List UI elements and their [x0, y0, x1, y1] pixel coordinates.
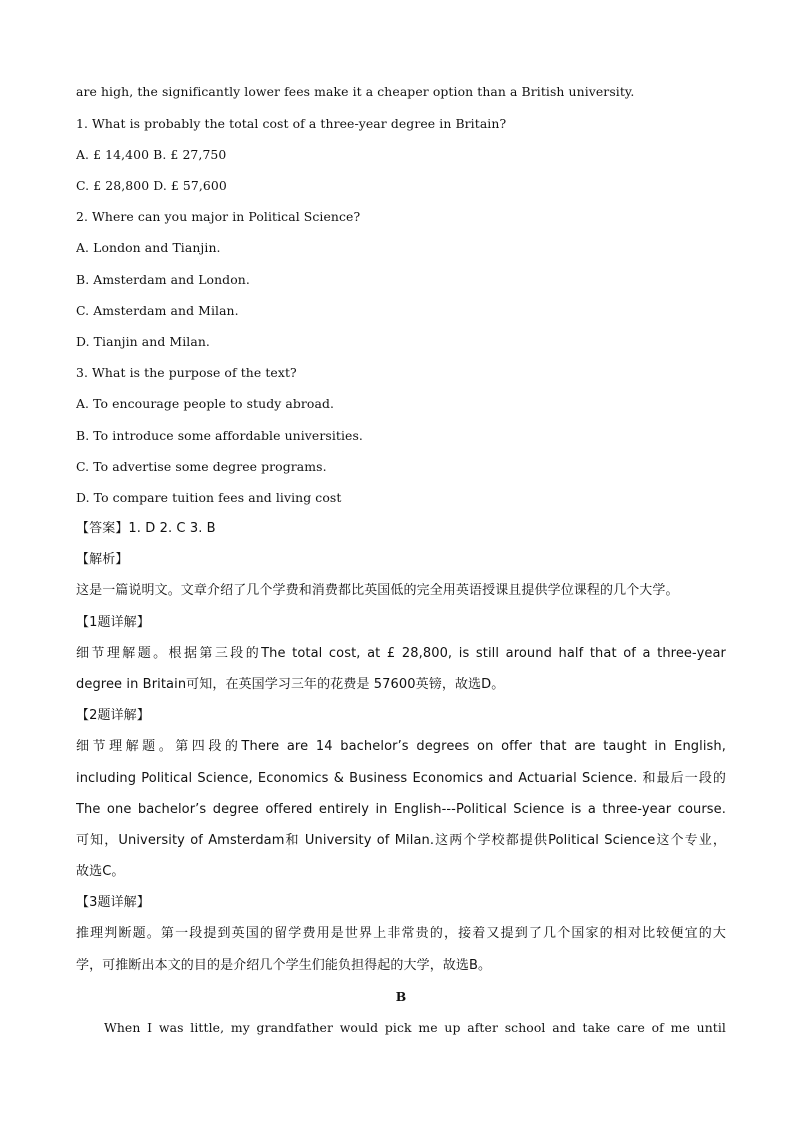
question-2: 2. Where can you major in Political Science? — [76, 209, 361, 224]
answer-key: 【答案】1. D 2. C 3. B — [76, 521, 216, 536]
question-3: 3. What is the purpose of the text? — [76, 365, 297, 380]
q2-detail-line-1: 细节理解题。第四段的There are 14 bachelor’s degrees on offer that are taught in English, — [76, 739, 726, 754]
q3-detail-line-1: 推理判断题。第一段提到英国的留学费用是世界上非常贵的，接着又提到了几个国家的相对比较便宜的大 — [76, 926, 726, 941]
question-3-option-b: B. To introduce some affordable universities. — [76, 428, 363, 443]
q3-detail-line-2: 学，可推断出本文的目的是介绍几个学生们能负担得起的大学，故选B。 — [76, 958, 492, 973]
question-2-option-c: C. Amsterdam and Milan. — [76, 303, 239, 318]
q2-detail-line-5: 故选C。 — [76, 864, 125, 879]
passage-b-first-line: When I was little, my grandfather would pick me up after school and take care of me until — [104, 1020, 726, 1035]
q2-detail-line-4: 可知，University of Amsterdam和 University of Milan.这两个学校都提供Political Science这个专业， — [76, 833, 726, 848]
question-1-options-ab: A. £ 14,400 B. £ 27,750 — [76, 147, 227, 162]
section-b-heading: B — [395, 989, 407, 1004]
q2-detail-line-3: The one bachelor’s degree offered entirely in English---Political Science is a three-year course. — [76, 802, 726, 817]
q1-detail-line-2: degree in Britain可知，在英国学习三年的花费是 57600英镑，故选D。 — [76, 677, 505, 692]
question-2-option-a: A. London and Tianjin. — [76, 240, 221, 255]
q1-detail-heading: 【1题详解】 — [76, 615, 150, 630]
q3-detail-heading: 【3题详解】 — [76, 895, 150, 910]
question-3-option-a: A. To encourage people to study abroad. — [76, 396, 335, 411]
q2-detail-line-2: including Political Science, Economics & Business Economics and Actuarial Science. 和最后一段的 — [76, 771, 726, 786]
analysis-summary: 这是一篇说明文。文章介绍了几个学费和消费都比英国低的完全用英语授课且提供学位课程的几个大学。 — [76, 583, 679, 598]
analysis-heading: 【解析】 — [76, 552, 129, 567]
q1-detail-line-1: 细节理解题。根据第三段的The total cost, at £ 28,800, is still around half that of a three-year — [76, 646, 726, 661]
question-3-option-c: C. To advertise some degree programs. — [76, 459, 327, 474]
question-3-option-d: D. To compare tuition fees and living cost — [76, 490, 342, 505]
question-2-option-b: B. Amsterdam and London. — [76, 272, 250, 287]
q2-detail-heading: 【2题详解】 — [76, 708, 150, 723]
passage-line-continued: are high, the significantly lower fees make it a cheaper option than a British university. — [76, 84, 635, 99]
question-2-option-d: D. Tianjin and Milan. — [76, 334, 210, 349]
question-1: 1. What is probably the total cost of a three-year degree in Britain? — [76, 116, 507, 131]
question-1-options-cd: C. £ 28,800 D. £ 57,600 — [76, 178, 227, 193]
